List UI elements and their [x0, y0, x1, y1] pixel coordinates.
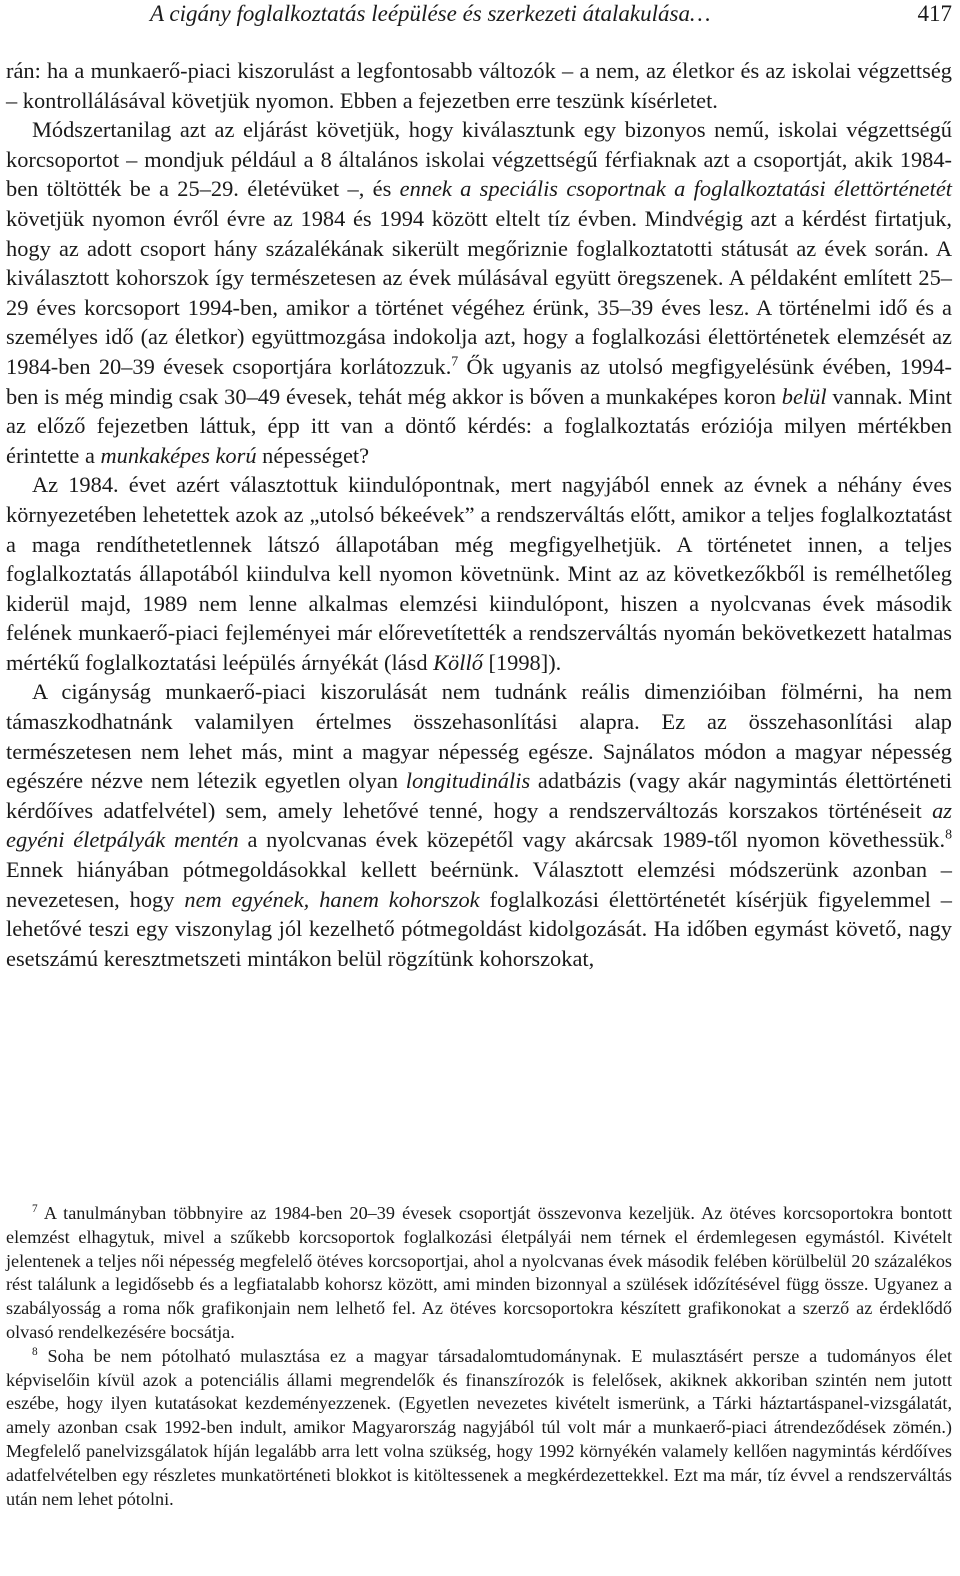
paragraph-3 [6, 470, 952, 677]
text-run: követjük nyomon évről évre az 1984 és 1994 között eltelt tíz évben. Mindvégig azt a kérdést firtatjuk, hogy az adott csoport hány százalékának sikerült megőriznie foglalkoztatotti státusát az évek során. A kiválasztott kohorszok így természetesen az évek múlásával együtt öregszenek. A példaként említett 25–29 éves korcsoport 1994-ben, amikor a történet végéhez érünk, 35–39 éves lesz. A történelmi idő és a személyes idő (az életkor) együttmozgása indokolja azt, hogy a foglalkozási élettörténetek elemzését az 1984-ben 20–39 évesek csoportjára korlátozzuk. [6, 205, 952, 379]
text-run: népességet? [256, 442, 370, 468]
text-run: A cigányság munkaerő-piaci kiszorulását nem tudnánk reális dimenzióiban fölmérni, ha nem támaszkodhatnánk valamilyen értelmes összehasonlítási alapra. Ez az összehasonlítási alap természetesen nem lehet más, mint a magyar népesség egésze. Sajnálatos módon a magyar népesség egészére nézve nem létezik egyetlen olyan [6, 679, 952, 794]
italic-run: belül [781, 383, 827, 409]
text-run: foglalkozási élettörténetét kísérjük figyelemmel – lehetővé teszi egy viszonylag jól kezelhető pótmegoldást kidolgozását. Ha időben egymást követő, nagy esetszámú keresztmetszeti mintákon belül rögzítünk kohorszokat, [6, 886, 952, 971]
text-run: Ők ugyanis az utolsó megfigyelésünk évében, 1994-ben is még mindig csak 30–49 évesek, tehát még akkor is bőven a munkaképes koron [6, 353, 952, 409]
italic-run: longitudinális [405, 768, 531, 794]
footnotes [6, 1202, 952, 1511]
main-text [6, 56, 952, 973]
footnote-8 [6, 1345, 952, 1512]
italic-run: az egyéni életpályák mentén [6, 797, 952, 853]
italic-run: Köllő [433, 649, 483, 675]
italic-run: ennek a speciális csoportnak a foglalkoztatási élettörténetét [399, 176, 952, 202]
italic-run: munkaképes korú [100, 442, 257, 468]
text-run: Módszertanilag azt az eljárást követjük, hogy kiválasztunk egy bizonyos nemű, iskolai végzettségű korcsoportot – mondjuk például a 8 általános iskolai végzettségű férfiaknak azt a csoportját, akik 1984-ben töltötték be a 25–29. életévüket –, és [6, 117, 952, 202]
italic-run: nem egyének, hanem kohorszok [184, 886, 480, 912]
footnote-text: Soha be nem pótolható mulasztása ez a magyar társadalomtudománynak. E mulasztásért persze a tudományos élet képviselőin kívül azok a potenciális állami megrendelők és finanszírozók is felelősek, akiknek akkoriban szintén nem jutott eszébe, hogy ilyen kutatásokat kezdeményezzenek. (Egyetlen nevezetes kivételt ismerünk, a Tárki háztartáspanel-vizsgálatát, amely azonban csak 1992-ben indult, amikor Magyarország nagyjából túl volt már a munkaerő-piaci átrendeződések zömén.) Megfelelő panelvizsgálatok híján legalább arra lett volna szükség, hogy 1992 környékén valamely kellően nagymintás kérdőíves adatfelvételben egy részletes munkatörténeti blokkot is kitöltessenek a megkérdezettekkel. Ezt ma már, tíz évvel a rendszerváltás után nem lehet pótolni. [6, 1345, 952, 1509]
footnote-ref-8[interactable]: 8 [945, 827, 952, 843]
paragraph-2 [6, 115, 952, 470]
page-number: 417 [917, 1, 952, 26]
paragraph-1 [6, 56, 952, 115]
footnote-number: 7 [32, 1202, 38, 1215]
text-run: vannak. Mint az előző fejezetben láttuk, épp itt van a döntő kérdés: a foglalkoztatás eróziója milyen mértékben érintette a [6, 383, 953, 468]
text-run: adatbázis (vagy akár nagymintás élettörténeti kérdőíves adatfelvétel) sem, amely lehetővé tenné, hogy a rendszerváltozás korszakos történéseit [6, 768, 953, 823]
running-header [6, 0, 952, 36]
footnote-7 [6, 1202, 952, 1345]
footnote-number: 8 [32, 1345, 38, 1358]
paragraph-4 [6, 677, 952, 973]
text-run: [1998]). [482, 649, 562, 675]
footnote-text: A tanulmányban többnyire az 1984-ben 20–39 évesek csoportját összevonva kezeljük. Az ötéves korcsoportokra bontott elemzést elhagytuk, mivel a szűkebb korcsoportok foglalkozási életpályái nem térnek el érdemlegesen egymástól. Kivételt jelentenek a teljes női népesség megfelelő ötéves korcsoportjai, ahol a nyolcvanas évek második felében körülbelül 20 százalékos rést találunk a legidősebb és a legfiatalabb kohorsz között, ami minden bizonnyal a szülések időzítésével függ össze. Ugyanez a szabályosság a roma nők grafikonjain nem lelhető fel. Az ötéves korcsoportokra készített grafikonokat a szerző az érdeklődő olvasó rendelkezésére bocsátja. [6, 1203, 952, 1342]
footnote-ref-7[interactable]: 7 [451, 354, 459, 370]
running-title: A cigány foglalkoztatás leépülése és szerkezeti átalakulása… [150, 1, 711, 26]
text-run: a nyolcvanas évek közepétől vagy akárcsak 1989-től nyomon követhessük. [238, 827, 946, 853]
text-run: Ennek hiányában pótmegoldásokkal kellett beérnünk. Választott elemzési módszerünk azonban – nevezetesen, hogy [6, 857, 952, 912]
text-run: rán: ha a munkaerő-piaci kiszorulást a legfontosabb változók – a nem, az életkor és az iskolai végzettség – kontrollálásával követjük nyomon. Ebben a fejezetben erre teszünk kísérletet. [6, 58, 952, 113]
text-run: Az 1984. évet azért választottuk kiindulópontnak, mert nagyjából ennek az évnek a néhány éves környezetében lehetettek azok az „utolsó békeévek” a rendszerváltás előtt, amikor a teljes foglalkoztatást a maga rendíthetetlennek látszó állapotában még megfigyelhetjük. A történetet innen, a teljes foglalkoztatás állapotából kiindulva kell nyomon követnünk. Mint az az következőkből is remélhetőleg kiderül majd, 1989 nem lenne alkalmas elemzési kiindulópont, hiszen a nyolcvanas évek második felének munkaerő-piaci fejleményei már előrevetítették a rendszerváltás nyomán bekövetkezett hatalmas mértékű foglalkoztatási leépülés árnyékát (lásd [6, 472, 952, 675]
